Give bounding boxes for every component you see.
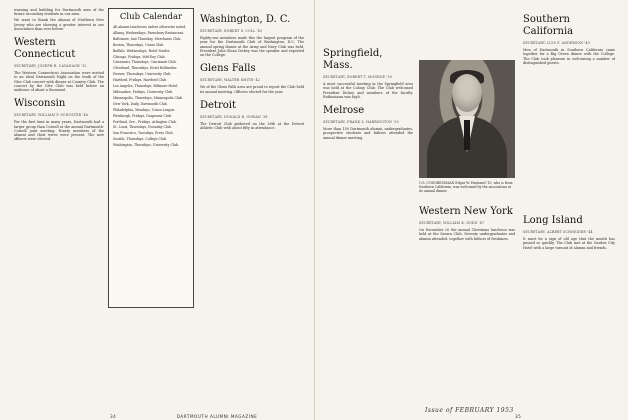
calendar-item: Cincinnati, Thursdays, Cincinnati Club. (113, 60, 177, 65)
heading-western-connecticut: Western Connecticut (14, 37, 76, 61)
calendar-item: Milwaukee, Fridays, University Club. (113, 89, 174, 94)
page-number: 35 (515, 414, 522, 419)
byline-springfield: SECRETARY, ROBERT T. MONROE '50 (323, 75, 392, 79)
calendar-item: Portland, Ore., Fridays, Arlington Club. (113, 119, 177, 124)
text-long-island: It must be a sign of old age that the month has passed so quickly. The Club met at the Garden City Hotel with a large turnout of alumni and friends. (523, 237, 615, 250)
calendar-item: Buffalo, Wednesdays, Hotel Statler. (113, 48, 171, 53)
calendar-item: Seattle, Thursdays, College Club. (113, 137, 168, 142)
byline-washington-dc: SECRETARY, ROBERT S. COLL '43 (200, 29, 263, 33)
heading-melrose: Melrose (323, 105, 365, 117)
issue-label: Issue of FEBRUARY 1953 (425, 407, 514, 414)
calendar-item: Albany, Wednesdays, Farnsbury Restaurant. (113, 30, 185, 35)
byline-wisconsin: SECRETARY, WILLIAM P. SCHUSTER '46 (14, 113, 88, 118)
portrait-photo (419, 60, 515, 178)
photo-caption: U.S. CONGRESSMAN Edgar W. Hiestand '15, who is from Southern California, was welcomed by the association at its annual dinner. (419, 181, 513, 193)
magazine-title: DARTMOUTH ALUMNI MAGAZINE (176, 414, 258, 419)
calendar-item: Minneapolis, Thursdays, Minneapolis Club. (113, 95, 184, 100)
calendar-item: Los Angeles, Thursdays, Biltmore Hotel. (113, 84, 179, 89)
calendar-item: Pittsburgh, Fridays, Duquesne Club. (113, 113, 172, 118)
right-column-3 (523, 8, 615, 404)
calendar-item: Philadelphia, Mondays, Union League. (113, 107, 176, 112)
calendar-item: Washington, Thursdays, University Club. (113, 143, 180, 148)
byline-melrose: SECRETARY, FRANK S. HARRINGTON '30 (323, 120, 399, 125)
thanks-paragraph: We want to thank the alumni of Northern New Jersey who are showing a greater interest in our Association than ever before. (14, 18, 104, 31)
byline-western-connecticut: SECRETARY, JOSEPH R. CAVANAGH '32 (14, 64, 87, 69)
heading-springfield: Springfield, Mass. (323, 48, 383, 71)
calendar-item: New York, Daily, Dartmouth Club. (113, 101, 168, 106)
calendar-item: Hartford, Fridays, Hartford Club. (113, 78, 168, 83)
byline-glens-falls: SECRETARY, WALTER SMITH '42 (200, 78, 261, 83)
text-southern-california: Men of Dartmouth in Southern California came together for a Big Green dinner with the College. The Club took pleasure in welcoming a number of distinguished guests. (523, 48, 615, 65)
calendar-item: St. Louis, Thursdays, Noonday Club. (113, 125, 173, 130)
right-column-1 (323, 8, 413, 404)
text-wisconsin: For the first time in many years, Dartmouth had a larger group than Cornell at the annual Dartmouth-Cornell joint meeting. Ninety members of the alumni and their wives were present. The new officers were elected. (14, 120, 104, 142)
left-column-1 (14, 8, 104, 404)
page-number: 34 (110, 414, 117, 419)
text-glens-falls: We of the Glens Falls area are proud to report the Club held its annual meeting. Officers elected for the year. (200, 85, 304, 94)
heading-wisconsin: Wisconsin (14, 98, 66, 110)
text-western-new-york: On December 20 the annual Christmas luncheon was held at the Saturn Club. Seventy undergraduates and alumni attended, together with fathers of freshmen. (419, 228, 515, 241)
text-western-connecticut: The Western Connecticut Association were invited to an ideal Dartmouth Night on the tenth of the Glee Club concert with dinner at Country Club. The concert by the Glee Club was held before an audience of about a thousand. (14, 71, 104, 93)
heading-southern-california: Southern California (523, 14, 574, 37)
calendar-item: Baltimore, last Thursday, Merchants Club. (113, 36, 182, 41)
byline-western-new-york: SECRETARY, WILLIAM K. DODD '47 (419, 221, 485, 225)
text-springfield: A most successful meeting in the Springfield area was held at the Colony Club. The Club welcomed President Dickey and members of the faculty. Enthusiasm was high. (323, 82, 413, 99)
club-calendar-box (108, 8, 194, 308)
calendar-item: Cleveland, Thursdays, Hotel Hollenden. (113, 66, 178, 71)
byline-detroit: SECRETARY, DONALD B. GOWAN '38 (200, 114, 268, 119)
text-melrose: More than 150 Dartmouth alumni, undergraduates, prospective students and fathers attended the annual dinner meeting. (323, 127, 413, 140)
calendar-item: Chicago, Fridays, Mid-Day Club. (113, 54, 166, 59)
heading-detroit: Detroit (200, 99, 236, 111)
intro-paragraph: warning and building for Dartmouth men of the future secondary students in our area. (14, 8, 104, 17)
heading-washington-dc: Washington, D. C. (200, 14, 291, 25)
calendar-item: All alumni luncheons unless otherwise noted. (113, 25, 187, 29)
calendar-item: Denver, Thursdays, University Club. (113, 72, 172, 77)
left-column-3 (200, 8, 304, 404)
calendar-item: San Francisco, Tuesdays, Press Club. (113, 131, 174, 136)
byline-southern-california: SECRETARY, LUIS F. ANDERSON '49 (523, 41, 590, 45)
text-washington-dc: Eighty-one members made this the largest program of the year for the Dartmouth Club of Washington, D.C. The annual spring dinner at the Army and Navy Club was held. President John Sloan Dickey was the speaker and reported on the College. (200, 36, 304, 58)
heading-long-island: Long Island (523, 215, 583, 227)
text-detroit: The Detroit Club gathered on the 28th at the Detroit Athletic Club with about fifty in attendance. (200, 122, 304, 131)
right-page (314, 0, 628, 420)
right-column-2 (419, 200, 515, 400)
heading-glens-falls: Glens Falls (200, 63, 256, 75)
club-calendar-title: Club Calendar (119, 12, 183, 22)
byline-long-island: SECRETARY, ALBERT SCHNEIDER '44 (523, 230, 593, 235)
heading-western-new-york: Western New York (419, 206, 513, 217)
calendar-item: Boston, Thursdays, Union Club. (113, 42, 165, 47)
